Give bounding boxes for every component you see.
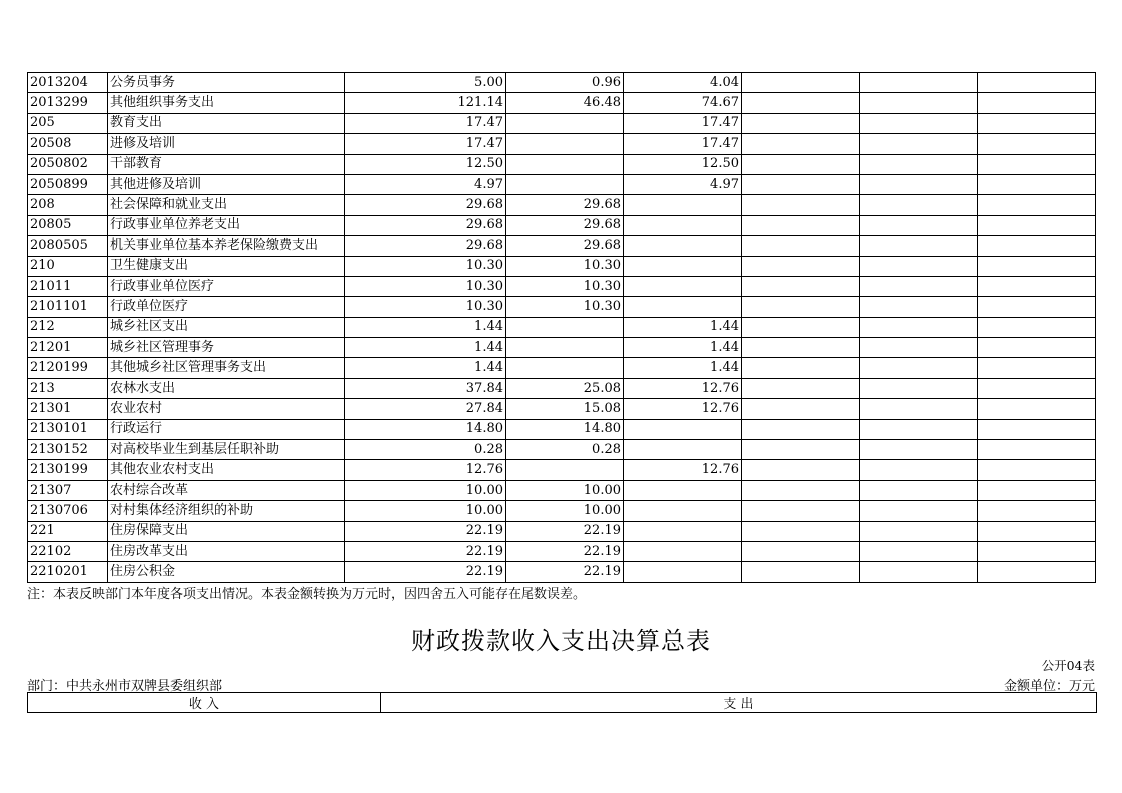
subject-code: 221 bbox=[28, 521, 108, 541]
empty-cell bbox=[978, 440, 1096, 460]
empty-cell bbox=[742, 174, 860, 194]
empty-cell bbox=[978, 460, 1096, 480]
basic-value: 0.28 bbox=[506, 440, 624, 460]
total-value: 29.68 bbox=[345, 236, 506, 256]
subject-code: 2013299 bbox=[28, 93, 108, 113]
empty-cell bbox=[860, 378, 978, 398]
subject-code: 213 bbox=[28, 378, 108, 398]
table-row bbox=[28, 338, 1096, 358]
table-row bbox=[28, 399, 1096, 419]
subject-code: 210 bbox=[28, 256, 108, 276]
empty-cell bbox=[742, 521, 860, 541]
empty-cell bbox=[978, 113, 1096, 133]
total-value: 10.30 bbox=[345, 256, 506, 276]
empty-cell bbox=[978, 501, 1096, 521]
empty-cell bbox=[860, 338, 978, 358]
empty-cell bbox=[742, 338, 860, 358]
subject-code: 22102 bbox=[28, 541, 108, 561]
empty-cell bbox=[742, 317, 860, 337]
empty-cell bbox=[860, 440, 978, 460]
empty-cell bbox=[860, 174, 978, 194]
total-value: 10.30 bbox=[345, 297, 506, 317]
subject-name: 城乡社区支出 bbox=[108, 317, 345, 337]
basic-value: 46.48 bbox=[506, 93, 624, 113]
subject-name: 其他进修及培训 bbox=[108, 174, 345, 194]
basic-value: 29.68 bbox=[506, 236, 624, 256]
table-note: 注：本表反映部门本年度各项支出情况。本表金额转换为万元时，因四舍五入可能存在尾数误差。 bbox=[27, 587, 587, 602]
empty-cell bbox=[742, 276, 860, 296]
table-row bbox=[28, 562, 1096, 582]
table-row bbox=[28, 154, 1096, 174]
project-value bbox=[624, 541, 742, 561]
project-value bbox=[624, 276, 742, 296]
empty-cell bbox=[742, 378, 860, 398]
subject-name: 机关事业单位基本养老保险缴费支出 bbox=[108, 236, 345, 256]
empty-cell bbox=[860, 134, 978, 154]
empty-cell bbox=[978, 276, 1096, 296]
basic-value: 29.68 bbox=[506, 195, 624, 215]
subject-code: 2013204 bbox=[28, 73, 108, 93]
table-row bbox=[28, 134, 1096, 154]
basic-value bbox=[506, 113, 624, 133]
empty-cell bbox=[742, 73, 860, 93]
table-row bbox=[28, 236, 1096, 256]
total-value: 29.68 bbox=[345, 215, 506, 235]
expenditure-table bbox=[27, 72, 1096, 583]
empty-cell bbox=[978, 73, 1096, 93]
table-row bbox=[28, 480, 1096, 500]
total-value: 5.00 bbox=[345, 73, 506, 93]
total-value: 22.19 bbox=[345, 562, 506, 582]
empty-cell bbox=[860, 276, 978, 296]
subject-code: 2130706 bbox=[28, 501, 108, 521]
basic-value bbox=[506, 358, 624, 378]
project-value bbox=[624, 195, 742, 215]
total-value: 121.14 bbox=[345, 93, 506, 113]
basic-value bbox=[506, 338, 624, 358]
empty-cell bbox=[860, 195, 978, 215]
empty-cell bbox=[860, 93, 978, 113]
subject-code: 21301 bbox=[28, 399, 108, 419]
summary-header-row bbox=[28, 693, 1097, 713]
table-row bbox=[28, 256, 1096, 276]
subject-name: 对村集体经济组织的补助 bbox=[108, 501, 345, 521]
empty-cell bbox=[860, 399, 978, 419]
subject-code: 205 bbox=[28, 113, 108, 133]
empty-cell bbox=[742, 541, 860, 561]
empty-cell bbox=[742, 134, 860, 154]
basic-value: 10.00 bbox=[506, 501, 624, 521]
empty-cell bbox=[978, 154, 1096, 174]
project-value: 12.76 bbox=[624, 378, 742, 398]
subject-code: 2050899 bbox=[28, 174, 108, 194]
subject-name: 其他城乡社区管理事务支出 bbox=[108, 358, 345, 378]
summary-table-header bbox=[27, 692, 1097, 713]
project-value bbox=[624, 521, 742, 541]
basic-value: 25.08 bbox=[506, 378, 624, 398]
subject-code: 21307 bbox=[28, 480, 108, 500]
subject-name: 干部教育 bbox=[108, 154, 345, 174]
empty-cell bbox=[860, 154, 978, 174]
subject-code: 212 bbox=[28, 317, 108, 337]
subject-name: 行政事业单位养老支出 bbox=[108, 215, 345, 235]
empty-cell bbox=[978, 317, 1096, 337]
empty-cell bbox=[860, 113, 978, 133]
empty-cell bbox=[978, 256, 1096, 276]
empty-cell bbox=[860, 317, 978, 337]
project-value bbox=[624, 256, 742, 276]
subject-code: 2101101 bbox=[28, 297, 108, 317]
empty-cell bbox=[742, 154, 860, 174]
empty-cell bbox=[742, 113, 860, 133]
table-row bbox=[28, 276, 1096, 296]
table-row bbox=[28, 174, 1096, 194]
subject-name: 社会保障和就业支出 bbox=[108, 195, 345, 215]
empty-cell bbox=[978, 562, 1096, 582]
table-row bbox=[28, 195, 1096, 215]
basic-value: 10.30 bbox=[506, 276, 624, 296]
subject-name: 对高校毕业生到基层任职补助 bbox=[108, 440, 345, 460]
empty-cell bbox=[978, 297, 1096, 317]
subject-code: 21201 bbox=[28, 338, 108, 358]
subject-code: 208 bbox=[28, 195, 108, 215]
table-row bbox=[28, 378, 1096, 398]
empty-cell bbox=[860, 460, 978, 480]
table-row bbox=[28, 460, 1096, 480]
subject-name: 城乡社区管理事务 bbox=[108, 338, 345, 358]
subject-code: 2120199 bbox=[28, 358, 108, 378]
empty-cell bbox=[978, 378, 1096, 398]
basic-value bbox=[506, 174, 624, 194]
empty-cell bbox=[978, 419, 1096, 439]
empty-cell bbox=[742, 440, 860, 460]
project-value bbox=[624, 215, 742, 235]
empty-cell bbox=[978, 93, 1096, 113]
subject-code: 2080505 bbox=[28, 236, 108, 256]
subject-code: 2130199 bbox=[28, 460, 108, 480]
empty-cell bbox=[742, 562, 860, 582]
empty-cell bbox=[742, 460, 860, 480]
subject-name: 行政事业单位医疗 bbox=[108, 276, 345, 296]
page-title: 财政拨款收入支出决算总表 bbox=[411, 627, 711, 655]
empty-cell bbox=[742, 358, 860, 378]
project-value: 4.97 bbox=[624, 174, 742, 194]
empty-cell bbox=[860, 521, 978, 541]
basic-value: 10.30 bbox=[506, 297, 624, 317]
empty-cell bbox=[860, 480, 978, 500]
total-value: 29.68 bbox=[345, 195, 506, 215]
empty-cell bbox=[742, 480, 860, 500]
project-value: 1.44 bbox=[624, 338, 742, 358]
subject-code: 20508 bbox=[28, 134, 108, 154]
empty-cell bbox=[978, 174, 1096, 194]
total-value: 1.44 bbox=[345, 358, 506, 378]
empty-cell bbox=[742, 236, 860, 256]
empty-cell bbox=[978, 541, 1096, 561]
subject-name: 行政运行 bbox=[108, 419, 345, 439]
table-body bbox=[28, 73, 1096, 583]
project-value: 74.67 bbox=[624, 93, 742, 113]
table-row bbox=[28, 113, 1096, 133]
project-value bbox=[624, 297, 742, 317]
empty-cell bbox=[860, 541, 978, 561]
total-value: 0.28 bbox=[345, 440, 506, 460]
empty-cell bbox=[742, 399, 860, 419]
basic-value: 10.00 bbox=[506, 480, 624, 500]
empty-cell bbox=[978, 399, 1096, 419]
basic-value: 22.19 bbox=[506, 541, 624, 561]
subject-name: 卫生健康支出 bbox=[108, 256, 345, 276]
total-value: 1.44 bbox=[345, 338, 506, 358]
subject-name: 农村综合改革 bbox=[108, 480, 345, 500]
empty-cell bbox=[860, 236, 978, 256]
project-value bbox=[624, 419, 742, 439]
empty-cell bbox=[860, 419, 978, 439]
table-row bbox=[28, 358, 1096, 378]
project-value: 17.47 bbox=[624, 134, 742, 154]
subject-name: 农业农村 bbox=[108, 399, 345, 419]
table-row bbox=[28, 215, 1096, 235]
table-row bbox=[28, 521, 1096, 541]
table-row bbox=[28, 297, 1096, 317]
empty-cell bbox=[742, 501, 860, 521]
table-row bbox=[28, 419, 1096, 439]
total-value: 1.44 bbox=[345, 317, 506, 337]
total-value: 37.84 bbox=[345, 378, 506, 398]
project-value: 1.44 bbox=[624, 358, 742, 378]
empty-cell bbox=[742, 419, 860, 439]
empty-cell bbox=[978, 521, 1096, 541]
table-row bbox=[28, 73, 1096, 93]
total-value: 4.97 bbox=[345, 174, 506, 194]
subject-name: 教育支出 bbox=[108, 113, 345, 133]
project-value bbox=[624, 440, 742, 460]
subject-name: 农林水支出 bbox=[108, 378, 345, 398]
expense-header: 支 出 bbox=[381, 693, 1097, 713]
basic-value bbox=[506, 460, 624, 480]
project-value bbox=[624, 480, 742, 500]
empty-cell bbox=[978, 480, 1096, 500]
subject-code: 20805 bbox=[28, 215, 108, 235]
department-label: 部门：中共永州市双牌县委组织部 bbox=[27, 679, 223, 694]
subject-code: 2210201 bbox=[28, 562, 108, 582]
subject-name: 进修及培训 bbox=[108, 134, 345, 154]
total-value: 17.47 bbox=[345, 113, 506, 133]
basic-value: 15.08 bbox=[506, 399, 624, 419]
subject-code: 2130101 bbox=[28, 419, 108, 439]
empty-cell bbox=[860, 73, 978, 93]
subject-name: 住房公积金 bbox=[108, 562, 345, 582]
project-value: 4.04 bbox=[624, 73, 742, 93]
total-value: 22.19 bbox=[345, 541, 506, 561]
empty-cell bbox=[860, 501, 978, 521]
empty-cell bbox=[742, 215, 860, 235]
table-row bbox=[28, 440, 1096, 460]
subject-name: 住房改革支出 bbox=[108, 541, 345, 561]
project-value: 12.76 bbox=[624, 399, 742, 419]
subject-code: 2130152 bbox=[28, 440, 108, 460]
unit-label: 金额单位：万元 bbox=[1003, 679, 1095, 694]
project-value bbox=[624, 501, 742, 521]
table-row bbox=[28, 501, 1096, 521]
subject-code: 2050802 bbox=[28, 154, 108, 174]
form-code: 公开04表 bbox=[1041, 658, 1095, 673]
total-value: 12.50 bbox=[345, 154, 506, 174]
total-value: 10.00 bbox=[345, 501, 506, 521]
empty-cell bbox=[742, 195, 860, 215]
basic-value bbox=[506, 317, 624, 337]
empty-cell bbox=[978, 338, 1096, 358]
income-header: 收 入 bbox=[28, 693, 381, 713]
subject-code: 21011 bbox=[28, 276, 108, 296]
total-value: 10.00 bbox=[345, 480, 506, 500]
basic-value: 29.68 bbox=[506, 215, 624, 235]
empty-cell bbox=[978, 134, 1096, 154]
empty-cell bbox=[978, 195, 1096, 215]
basic-value: 0.96 bbox=[506, 73, 624, 93]
basic-value bbox=[506, 154, 624, 174]
subject-name: 其他组织事务支出 bbox=[108, 93, 345, 113]
empty-cell bbox=[978, 236, 1096, 256]
project-value: 1.44 bbox=[624, 317, 742, 337]
total-value: 12.76 bbox=[345, 460, 506, 480]
project-value bbox=[624, 562, 742, 582]
total-value: 10.30 bbox=[345, 276, 506, 296]
project-value bbox=[624, 236, 742, 256]
project-value: 12.76 bbox=[624, 460, 742, 480]
basic-value: 22.19 bbox=[506, 562, 624, 582]
empty-cell bbox=[742, 297, 860, 317]
subject-name: 住房保障支出 bbox=[108, 521, 345, 541]
empty-cell bbox=[860, 358, 978, 378]
total-value: 14.80 bbox=[345, 419, 506, 439]
basic-value bbox=[506, 134, 624, 154]
table-row bbox=[28, 93, 1096, 113]
empty-cell bbox=[978, 358, 1096, 378]
project-value: 12.50 bbox=[624, 154, 742, 174]
empty-cell bbox=[860, 297, 978, 317]
empty-cell bbox=[860, 562, 978, 582]
total-value: 27.84 bbox=[345, 399, 506, 419]
table-row bbox=[28, 541, 1096, 561]
subject-name: 其他农业农村支出 bbox=[108, 460, 345, 480]
basic-value: 22.19 bbox=[506, 521, 624, 541]
empty-cell bbox=[742, 256, 860, 276]
subject-name: 行政单位医疗 bbox=[108, 297, 345, 317]
empty-cell bbox=[860, 215, 978, 235]
table-row bbox=[28, 317, 1096, 337]
subject-name: 公务员事务 bbox=[108, 73, 345, 93]
project-value: 17.47 bbox=[624, 113, 742, 133]
total-value: 17.47 bbox=[345, 134, 506, 154]
empty-cell bbox=[860, 256, 978, 276]
empty-cell bbox=[978, 215, 1096, 235]
total-value: 22.19 bbox=[345, 521, 506, 541]
basic-value: 14.80 bbox=[506, 419, 624, 439]
empty-cell bbox=[742, 93, 860, 113]
basic-value: 10.30 bbox=[506, 256, 624, 276]
